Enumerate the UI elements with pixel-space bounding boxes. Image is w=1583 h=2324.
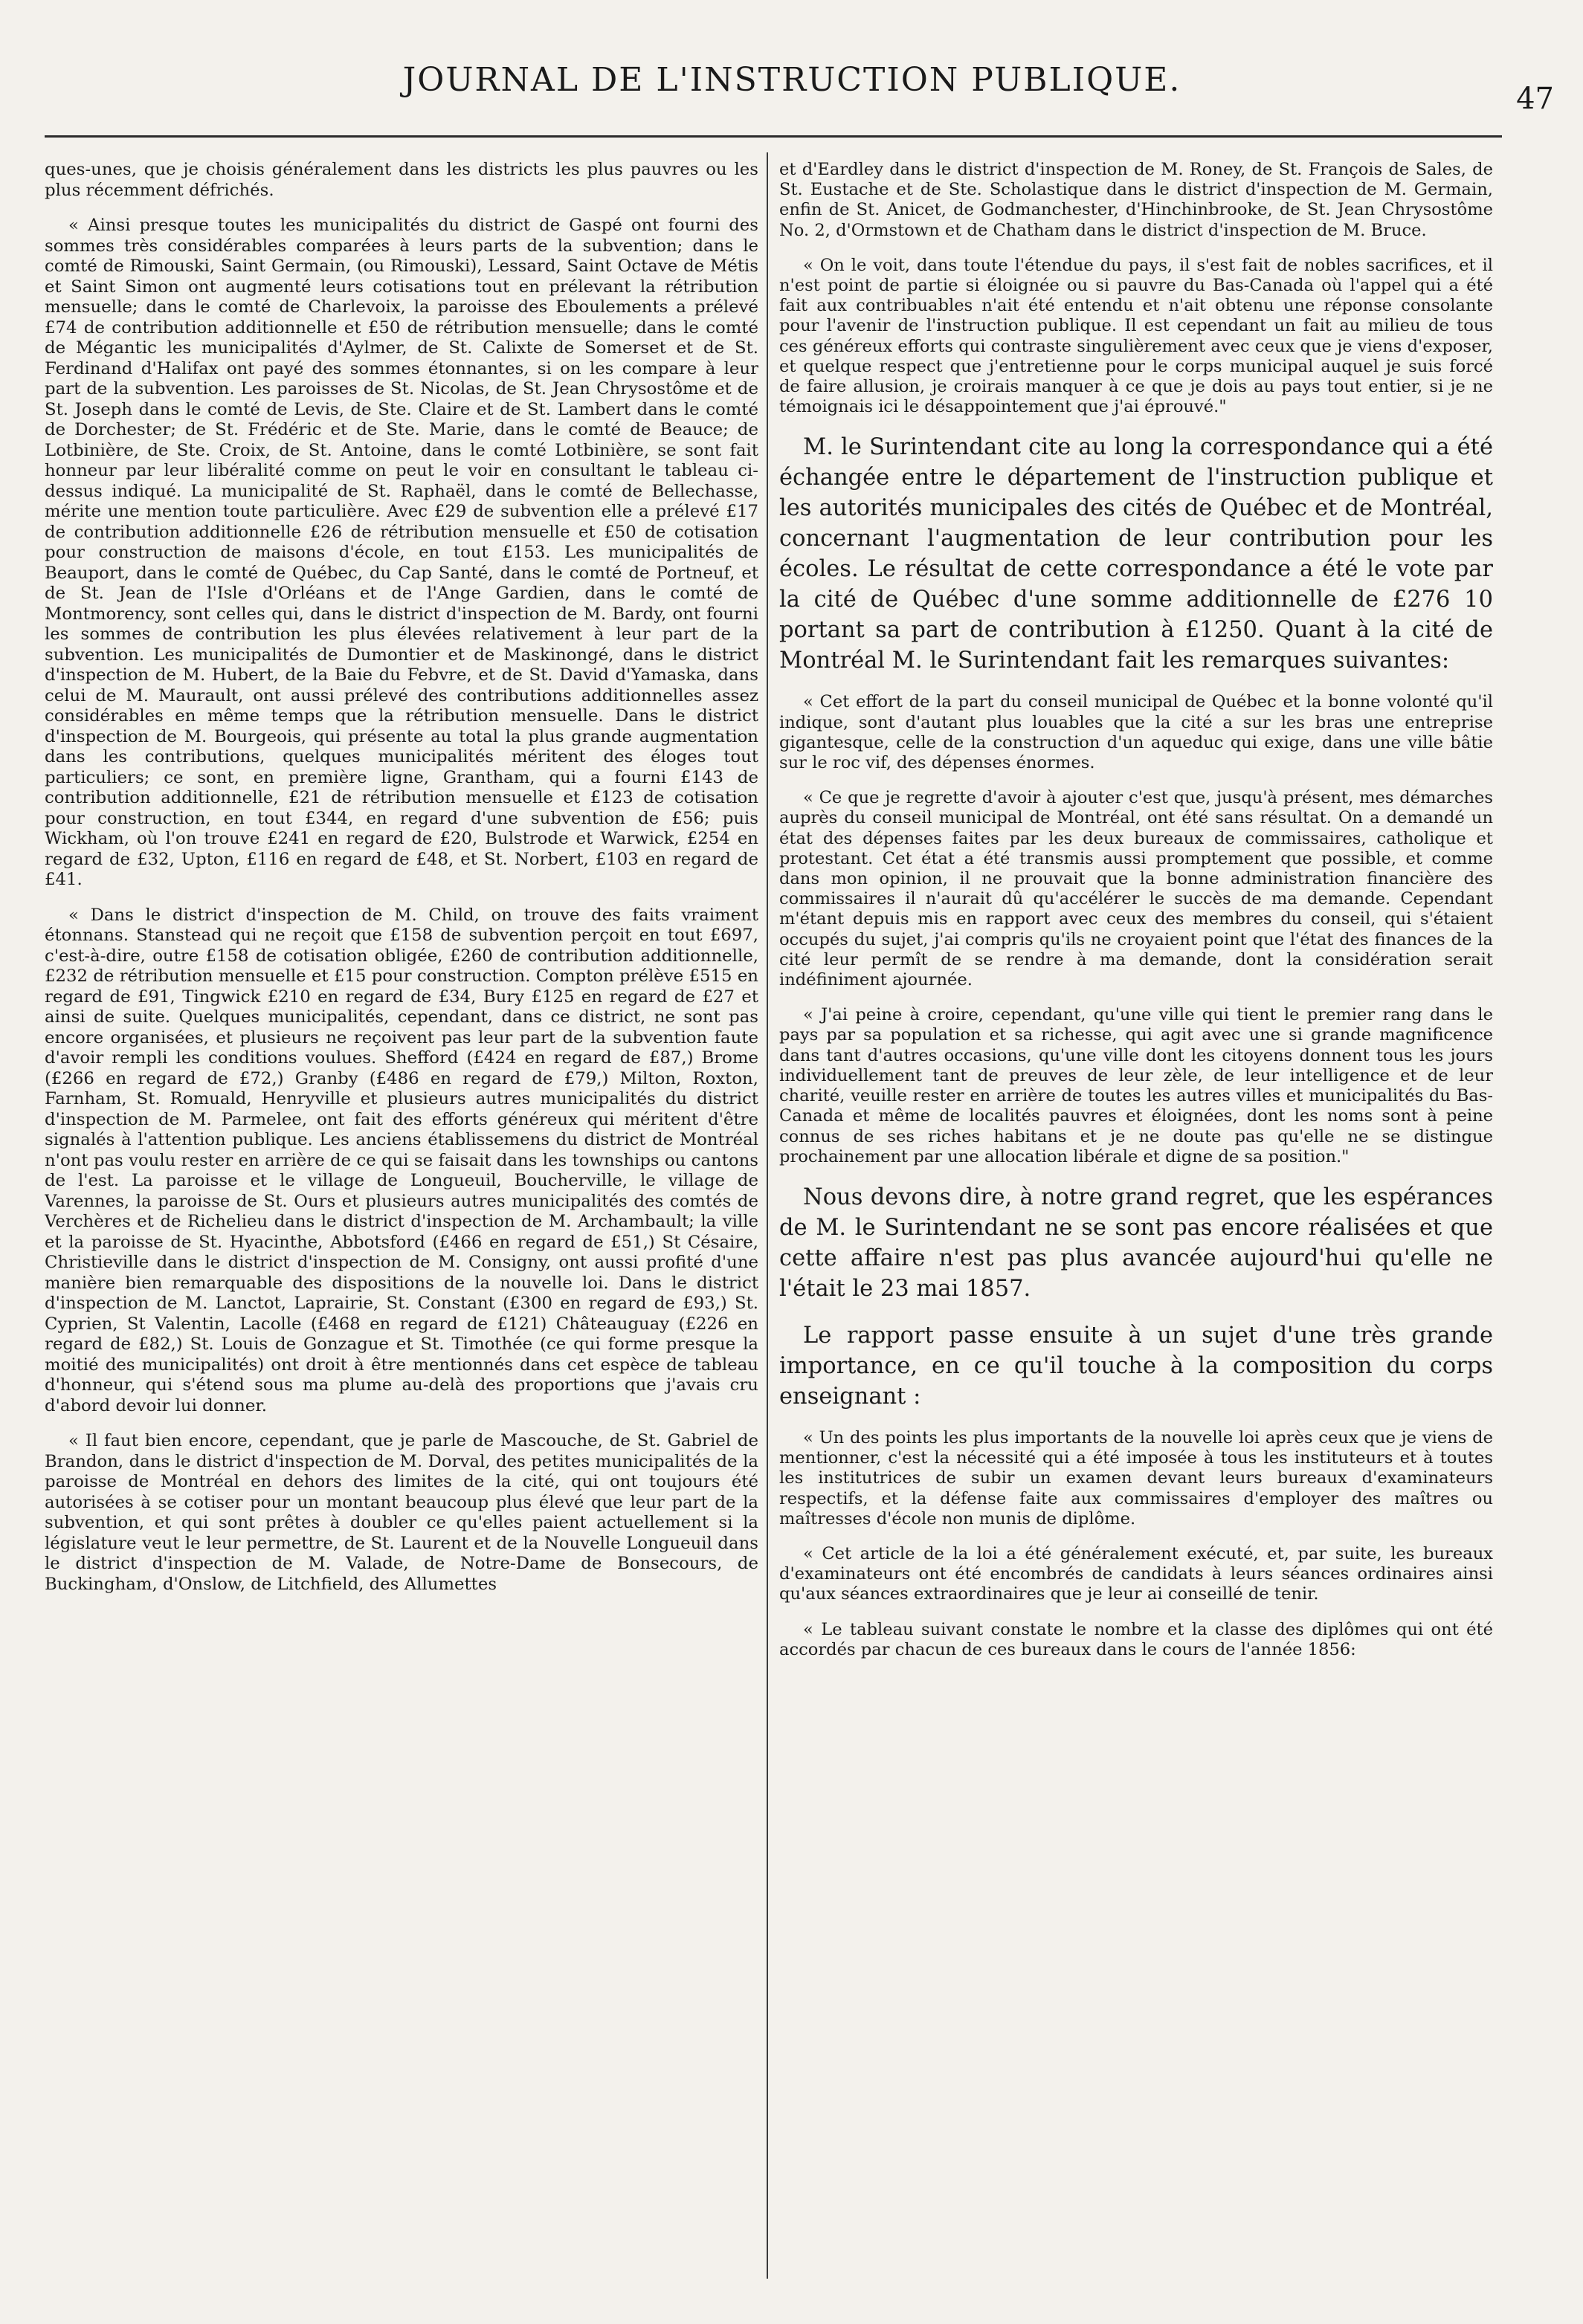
quote-block [779, 1428, 1493, 1660]
paragraph: Le rapport passe ensuite à un sujet d'une très grande importance, en ce qu'il touche à la composition du corps enseignant : [779, 1322, 1493, 1410]
paragraph: « On le voit, dans toute l'étendue du pays, il s'est fait de nobles sacrifices, et il n'est point de partie si éloignée ou si pauvre du Bas-Canada où l'appel qui a été fait aux contribuables n'ait été entendu et n'ait obtenu une réponse consolante pour l'avenir de l'instruction publique. Il est cependant un fait au milieu de tous ces généreux efforts qui contraste singulièrement avec ceux que je viens d'exposer, et quelque respect que j'entretienne pour le corps municipal auquel je suis forcé de faire allusion, je croirais manquer à ce que je dois au pays tout entier, si je ne témoignais ici le désappointement que j'ai éprouvé." [779, 255, 1493, 417]
paragraph: « Dans le district d'inspection de M. Child, on trouve des faits vraiment étonnans. Stanstead qui ne reçoit que £158 de subvention perçoit en tout £697, c'est-à-dire, outre £158 de cotisation obligée, £260 de contribution additionnelle, £232 de rétribution mensuelle et £15 pour construction. Compton prélève £515 en regard de £91, Tingwick £210 en regard de £34, Bury £125 en regard de £27 et ainsi de suite. Quelques municipalités, cependant, dans ce district, ne sont pas encore organisées, et plusieurs ne reçoivent pas leur part de la subvention faute d'avoir rempli les conditions voulues. Shefford (£424 en regard de £87,) Brome (£266 en regard de £72,) Granby (£486 en regard de £79,) Milton, Roxton, Farnham, St. Romuald, Henryville et plusieurs autres municipalités du district d'inspection de M. Parmelee, ont fait des efforts généreux qui méritent d'être signalés à l'attention publique. Les anciens établissemens du district de Montréal n'ont pas voulu rester en arrière de ce qui se faisait dans les townships ou cantons de l'est. La paroisse et le village de Longueuil, Boucherville, le village de Varennes, la paroisse de St. Ours et plusieurs autres municipalités des comtés de Verchères et de Richelieu dans le district d'inspection de M. Archambault; la ville et la paroisse de St. Hyacinthe, Abbotsford (£466 en regard de £51,) St Césaire, Christieville dans le district d'inspection de M. Consigny, ont aussi profité d'une manière bien remarquable des dispositions de la nouvelle loi. Dans le district d'inspection de M. Lanctot, Laprairie, St. Constant (£300 en regard de £93,) St. Cyprien, St Valentin, Lacolle (£468 en regard de £121) Châteauguay (£226 en regard de £82,) St. Louis de Gonzague et St. Timothée (ce qui forme presque la moitié des municipalités) ont droit à être mentionnés dans cet espèce de tableau d'honneur, qui s'étend sous ma plume au-delà des proportions que j'avais cru d'abord devoir lui donner. [45, 905, 758, 1416]
right-column [779, 160, 1493, 2294]
page-header [30, 61, 1554, 120]
paragraph: « Le tableau suivant constate le nombre et la classe des diplômes qui ont été accordés par chacun de ces bureaux dans le cours de l'année 1856: [779, 1619, 1493, 1659]
paragraph: « Ce que je regrette d'avoir à ajouter c'est que, jusqu'à présent, mes démarches auprès du conseil municipal de Montréal, ont été sans résultat. On a demandé un état des dépenses faites par les deux bureaux de commissaires, catholique et protestant. Cet état a été transmis aussi promptement que possible, et comme dans mon opinion, il ne prouvait que la bonne administration financière des commissaires il n'aurait dû qu'accélérer le succès de ma demande. Cependant m'étant depuis mis en rapport avec ceux des membres du conseil, qui s'étaient occupés du sujet, j'ai compris qu'ils ne croyaient point que l'état des finances de la cité leur permît de se rendre à ma demande, dont la considération serait indéfiniment ajournée. [779, 788, 1493, 990]
body-block [779, 432, 1493, 676]
paragraph: M. le Surintendant cite au long la correspondance qui a été échangée entre le département de l'instruction publique et les autorités municipales des cités de Québec et de Montréal, concernant l'augmentation de leur contribution pour les écoles. Le résultat de cette correspondance a été le vote par la cité de Québec d'une somme additionnelle de £276 10 portant sa part de contribution à £1250. Quant à la cité de Montréal M. le Surintendant fait les remarques suivantes: [779, 434, 1493, 674]
quote-block [779, 692, 1493, 1166]
paragraph: ques-unes, que je choisis généralement dans les districts les plus pauvres ou les plus récemment défrichés. [45, 160, 758, 200]
paragraph: « Ainsi presque toutes les municipalités du district de Gaspé ont fourni des sommes très considérables comparées à leurs parts de la subvention; dans le comté de Rimouski, Saint Germain, (ou Rimouski), Lessard, Saint Octave de Métis et Saint Simon ont augmenté leurs cotisations tout en prélevant la rétribution mensuelle; dans le comté de Charlevoix, la paroisse des Eboulements a prélevé £74 de contribution additionnelle et £50 de rétribution mensuelle; dans le comté de Mégantic les municipalités d'Aylmer, de St. Calixte de Somerset et de St. Ferdinand d'Halifax ont payé des sommes étonnantes, si on les compare à leur part de la subvention. Les paroisses de St. Nicolas, de St. Jean Chrysostôme et de St. Joseph dans le comté de Levis, de Ste. Claire et de St. Lambert dans le comté de Dorchester; de St. Frédéric et de Ste. Marie, dans le comté de Beauce; de Lotbinière, de Ste. Croix, de St. Antoine, dans le comté Lotbinière, se sont fait honneur par leur libéralité comme on peut le voir en consultant le tableau ci-dessus indiqué. La municipalité de St. Raphaël, dans le comté de Bellechasse, mérite une mention toute particulière. Avec £29 de subvention elle a prélevé £17 de contribution additionnelle £26 de rétribution mensuelle et £50 de cotisation pour construction de maisons d'école, en tout £153. Les municipalités de Beauport, dans le comté de Québec, du Cap Santé, dans le comté de Portneuf, et de St. Jean de l'Isle d'Orléans et de l'Ange Gardien, dans le comté de Montmorency, sont celles qui, dans le district d'inspection de M. Bardy, ont fourni les sommes de contribution les plus élevées relativement à leur part de la subvention. Les municipalités de Dumontier et de Maskinongé, dans le district d'inspection de M. Hubert, de la Baie du Febvre, et de St. David d'Yamaska, dans celui de M. Maurault, ont aussi prélevé des contributions additionnelles assez considérables en même temps que la rétribution mensuelle. Dans le district d'inspection de M. Bourgeois, qui présente au total la plus grande augmentation dans les contributions, quelques municipalités méritent des éloges tout particuliers; ce sont, en première ligne, Grantham, qui a fourni £143 de contribution additionnelle, £21 de rétribution mensuelle et £123 de cotisation pour construction, en tout £344, en regard d'une subvention de £56; puis Wickham, où l'on trouve £241 en regard de £20, Bulstrode et Warwick, £254 en regard de £32, Upton, £116 en regard de £48, et St. Norbert, £103 en regard de £41. [45, 216, 758, 889]
paragraph: « Il faut bien encore, cependant, que je parle de Mascouche, de St. Gabriel de Brandon, dans le district d'inspection de M. Dorval, des petites municipalités de la paroisse de Montréal en dehors des limites de la cité, qui ont toujours été autorisées à se cotiser pour un montant beaucoup plus élevé que leur part de la subvention, et qui sont prêtes à doubler ce qu'elles paient actuellement si la législature veut le leur permettre, de St. Laurent et de la Nouvelle Longueuil dans le district d'inspection de M. Valade, de Notre-Dame de Bonsecours, de Buckingham, d'Onslow, de Litchfield, des Allumettes [45, 1431, 758, 1594]
quote-block [779, 160, 1493, 417]
paragraph: « Un des points les plus importants de la nouvelle loi après ceux que je viens de mentionner, c'est la nécessité qui a été imposée à tous les instituteurs et à toutes les institutrices de subir un examen devant leurs bureaux d'examinateurs respectifs, et la défense faite aux commissaires d'employer des maîtres ou maîtresses d'école non munis de diplôme. [779, 1427, 1493, 1529]
paragraph: et d'Eardley dans le district d'inspection de M. Roney, de St. François de Sales, de St. Eustache et de Ste. Scholastique dans le district d'inspection de M. Germain, enfin de St. Anicet, de Godmanchester, d'Hinchinbrooke, de St. Jean Chrysostôme No. 2, d'Ormstown et de Chatham dans le district d'inspection de M. Bruce. [779, 160, 1493, 240]
column-divider [767, 152, 768, 2279]
header-rule [45, 135, 1502, 138]
paragraph: Nous devons dire, à notre grand regret, que les espérances de M. le Surintendant ne se sont pas encore réalisées et que cette affaire n'est pas plus avancée aujourd'hui qu'elle ne l'était le 23 mai 1857. [779, 1184, 1493, 1302]
page-number: 47 [1516, 82, 1554, 116]
paragraph: « J'ai peine à croire, cependant, qu'une ville qui tient le premier rang dans le pays par sa population et sa richesse, qui agit avec une si grande magnificence dans tant d'autres occasions, qu'une ville dont les citoyens donnent tous les jours individuellement tant de preuves de leur zèle, de leur intelligence et de leur charité, veuille rester en arrière de toutes les autres villes et municipalités du Bas-Canada et même de localités pauvres et éloignées, dont les noms sont à peine connus de ses riches habitans et je ne doute pas qu'elle ne se distingue prochainement par une allocation libérale et digne de sa position." [779, 1005, 1493, 1166]
body-block [779, 1182, 1493, 1412]
journal-title: JOURNAL DE L'INSTRUCTION PUBLIQUE. [402, 61, 1181, 99]
left-column [45, 160, 758, 2294]
paragraph: « Cet effort de la part du conseil municipal de Québec et la bonne volonté qu'il indique, sont d'autant plus louables que la cité a sur les bras une entreprise gigantesque, celle de la construction d'un aqueduc qui exige, dans une ville bâtie sur le roc vif, des dépenses énormes. [779, 692, 1493, 773]
paragraph: « Cet article de la loi a été généralement exécuté, et, par suite, les bureaux d'examinateurs ont été encombrés de candidats à leurs séances ordinaires ainsi qu'aux séances extraordinaires que je leur ai conseillé de tenir. [779, 1543, 1493, 1604]
